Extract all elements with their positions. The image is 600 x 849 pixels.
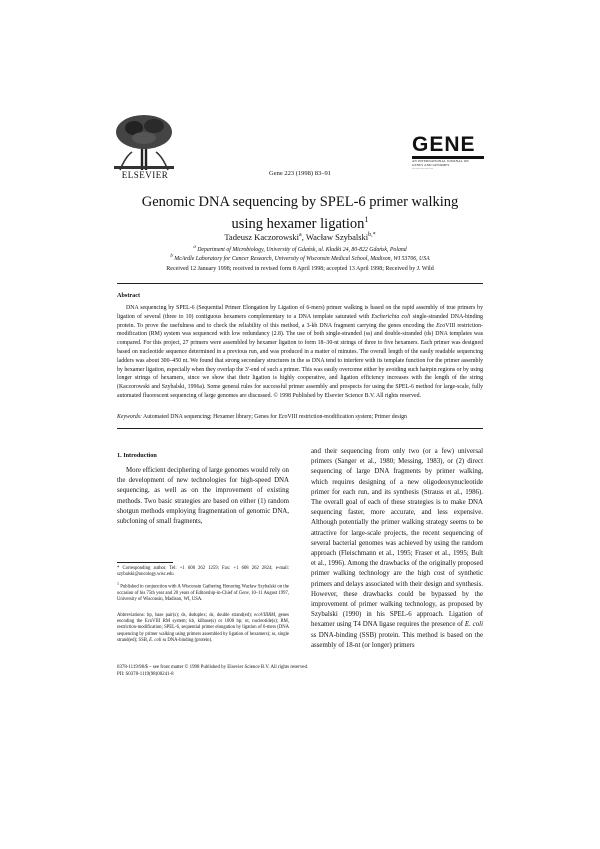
gene-logo-subtitle: AN INTERNATIONAL JOURNAL ON GENES AND GENOMES ----------------- (412, 159, 469, 171)
intro-left-column: More efficient deciphering of large genomes would rely on the development of new technologies for high-speed DNA sequencing, as well as on the improvement of existing methods. Two basic strategies are based on either (1) random shotgun methods employing fragmentation of genomic DNA, subcloning of small fragments, (117, 467, 289, 526)
abstract-heading: Abstract (117, 292, 141, 299)
gene-logo-text: GENE (412, 133, 476, 156)
footnote-divider (117, 562, 173, 563)
affiliation-b: $^b$ McArdle Laboratory for Cancer Research, University of Wisconsin Medical School, Madison, WI 53706, USA (170, 254, 430, 262)
author-kaczorowski: Tadeusz Kaczorowski (224, 232, 300, 242)
journal-citation: Gene 223 (1998) 83–91 (269, 170, 331, 177)
divider-top (117, 283, 483, 284)
keywords: Keywords: Automated DNA sequencing; Hexamer library; Genes for EcoVIII restriction-modification system; Primer design (117, 414, 407, 420)
publisher-name: ELSEVIER (121, 170, 169, 180)
copyright-info (117, 664, 417, 678)
issn-line: 0378-1119/98/$ – see front matter © 1998 Published by Elsevier Science B.V. All rights reserved. (117, 665, 309, 670)
intro-right-column: and their sequencing from only two (or a few) universal primers (Sanger et al., 1980; Messing, 1983), or (2) direct sequencing of large DNA fragments by primer walking, which requires designing of a new oligodeoxynucleotide primer for each run, and its synthesis (Strauss et al., 1986). The overall goal of each of these strategies is to make DNA sequencing faster, more accurate, and less expensive. Although potentially the primer walking strategy seems to be attractive for large-scale projects, the recent sequencing of several bacterial genomes was achieved by using the random approach (Fleischmann et al., 1995; Fraser et al., 1995; Bult et al., 1996). Among the drawbacks of the originally proposed primer walking technology are the high cost of synthetic primers and delays associated with their design and synthesis. However, these drawbacks could be bypassed by the improvement of primer walking technology, as proposed by Szybalski (1990) in his SPEL-6 approach. Ligation of hexamer using T4 DNA ligase requires the presence of E. coli ss DNA-binding (SSB) protein. This method is based on the assembly of 18-nt (or longer) primers (311, 448, 483, 649)
author-szybalski: Wacław Szybalski (305, 232, 369, 242)
received-dates: Received 12 January 1998; received in revised form 8 April 1998; accepted 13 April 1998; Received by J. Wild (166, 266, 434, 272)
article-title: Genomic DNA sequencing by SPEL-6 primer walking using hexamer ligation$^1$ (141, 194, 459, 232)
footnote-corresponding-author: * Corresponding author. Tel: +1 608 262 1259; Fax: +1 608 262 2824; e-mail: szybalski@oncology.wisc.edu (117, 566, 290, 578)
author-list: Tadeusz Kaczorowski$^a$, Wacław Szybalski$^{b,*}$ (224, 232, 376, 242)
footnote-publication-note: $^1$ Published in conjunction with A Wisconsin Gathering Honoring Wacław Szybalski on the occasion of his 75th year and 20 years of Editorship-in-Chief of Gene, 10–11 August 1997, University of Wisconsin, Madison, WI, USA. (117, 582, 289, 602)
pii-line: PII: S0378-1119(98)00241-8 (117, 672, 174, 677)
gene-journal-logo (412, 134, 484, 174)
abstract-text: DNA sequencing by SPEL-6 (Sequential Primer Elongation by Ligation of 6-mers) primer walking is based on the rapid assembly of true primers by ligation of several (three to 10) contiguous hexamers complementary to a DNA template saturated with Escherichia coli single-stranded DNA-binding protein. To prove the usefulness and to check the reliability of this method, a 3-kb DNA fragment carrying the genes encoding the EcoVIII restriction-modification (RM) system was sequenced with low redundancy (2.8). The use of both single-stranded (ss) and double-stranded (ds) DNA templates was compared. For this project, 27 primers were assembled by hexamer ligation to form 18–30-nt strings of three to five hexamers. Each primer was designed based on nucleotide sequence determined in a previous run, and was produced in a matter of minutes. The overall length of the easily readable sequencing ladders was about 300–450 nt. We found that strong secondary structures in the ss DNA tend to interfere with its template function for the primer assembly by hexamer ligation, especially when they overlap the 3′-end of such a primer. This was easily overcome either by avoiding such hairpin regions or by using longer strings of hexamers, since we show that their ligation is highly cooperative, and ligation efficiency increases with the length of the string (Kaczorowski and Szybalski, 1996a). Some general rules for successful primer assembly and prospects for using the SPEL-6 method for large-scale, fully automated fluorescent sequencing of large genomes are discussed. © 1998 Published by Elsevier Science B.V. All rights reserved. (117, 305, 483, 399)
affiliation-a: $^a$ Department of Microbiology, University of Gdańsk, ul. Kładki 24, 80-822 Gdańsk, Poland (193, 245, 407, 253)
section-heading-introduction: 1. Introduction (117, 452, 157, 459)
divider-bottom (117, 428, 483, 429)
footnote-abbreviations: Abbreviations: bp, base pair(s); ds, dsduplex; ds, double strand(ed); ecoVIIIRM, genes encoding the EcoVIII RM system; kb, kilbase(s) or 1000 bp; nt, nucleotide(s); RM, restriction-modification; SPEL-6, sequential primer elongation by ligation of 6-mers (DNA sequencing by primer walking using primers assembled by ligation of hexamers); ss, single strand(ed); SSB, E. coli ss DNA-binding (protein). (117, 613, 290, 643)
